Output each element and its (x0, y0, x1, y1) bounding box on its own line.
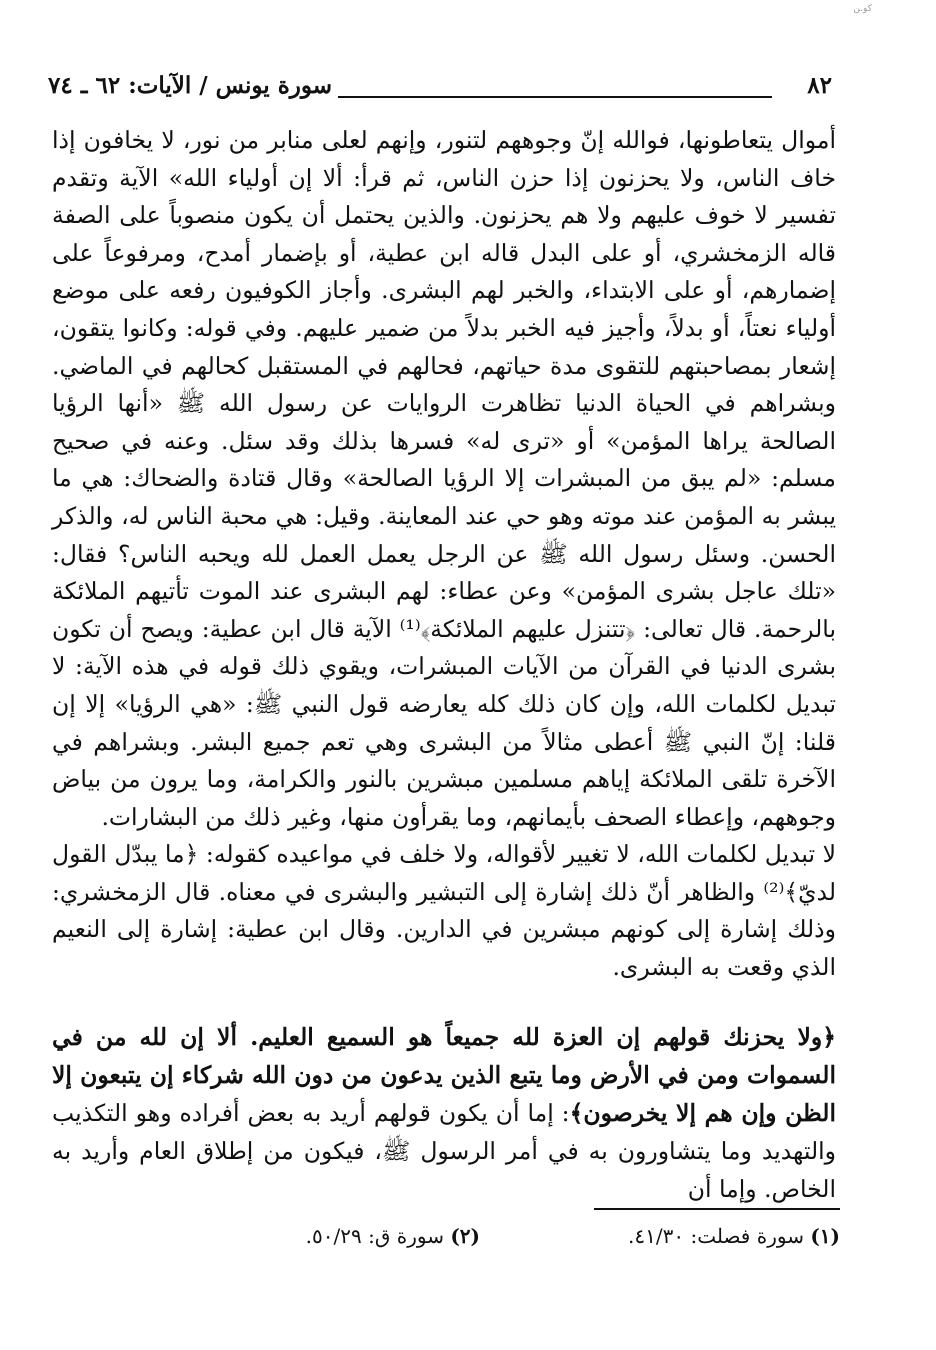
verse-block (52, 1018, 836, 1208)
footnote-number: (١) (810, 1224, 840, 1248)
scan-mark: ﻛﻮ.ﻦ (853, 4, 872, 14)
commentary-body (52, 122, 836, 987)
quran-verse: ﴿ولا يحزنك قولهم إن العزة لله جميعاً هو السميع العليم. ألا إن لله من في السموات ومن في الأرض وما يتبع الذين يدعون من دون الله شركاء إن يتبعون إلا الظن وإن هم إلا يخرصون﴾ (52, 1023, 836, 1127)
footnote-text: سورة ق: ٥٠/٢٩. (305, 1224, 444, 1248)
footnote-text: سورة فصلت: ٤١/٣٠. (628, 1224, 804, 1248)
commentary-paragraph-1: أموال يتعاطونها، فوالله إنّ وجوههم لتنور، وإنهم لعلى منابر من نور، لا يخافون إذا خاف الناس، ولا يحزنون إذا حزن الناس، ثم قرأ: ألا إن أولياء الله» الآية وتقدم تفسير لا خوف عليهم ولا هم يحزنون. والذين يحتمل أن يكون منصوباً على الصفة قاله الزمخشري، أو على البدل قاله ابن عطية، أو بإضمار أمدح، ومرفوعاً على إضمارهم، أو على الابتداء، والخبر لهم البشرى. وأجاز الكوفيون رفعه على موضع أولياء نعتاً، أو بدلاً، وأجيز فيه الخبر بدلاً من ضمير عليهم. وفي قوله: وكانوا يتقون، إشعار بمصاحبتهم للتقوى مدة حياتهم، فحالهم في المستقبل كحالهم في الماضي. وبشراهم في الحياة الدنيا تظاهرت الروايات عن رسول الله ﷺ «أنها الرؤيا الصالحة يراها المؤمن» أو «ترى له» فسرها بذلك وقد سئل. وعنه في صحيح مسلم: «لم يبق من المبشرات إلا الرؤيا الصالحة» وقال قتادة والضحاك: هي ما يبشر به المؤمن عند موته وهو حي عند المعاينة. وقيل: هي محبة الناس له، والذكر الحسن. وسئل رسول الله ﷺ عن الرجل يعمل العمل لله ويحبه الناس؟ فقال: «تلك عاجل بشرى المؤمن» وعن عطاء: لهم البشرى عند الموت تأتيهم الملائكة بالرحمة. قال تعالى: ﴿تتنزل عليهم الملائكة﴾⁽¹⁾ الآية قال ابن عطية: ويصح أن تكون بشرى الدنيا في القرآن من الآيات المبشرات، ويقوي ذلك قوله في هذه الآية: لا تبديل لكلمات الله، وإن كان ذلك كله يعارضه قول النبي ﷺ: «هي الرؤيا» إلا إن قلنا: إنّ النبي ﷺ أعطى مثالاً من البشرى وهي تعم جميع البشر. وبشراهم في الآخرة تلقى الملائكة إياهم مسلمين مبشرين بالنور والكرامة، وما يرون من بياض وجوههم، وإعطاء الصحف بأيمانهم، وما يقرأون منها، وغير ذلك من البشارات. (52, 126, 836, 831)
footnote-number: (٢) (450, 1224, 480, 1248)
footnote-rule (594, 1208, 840, 1210)
footnote-2 (306, 1224, 480, 1248)
surah-title: سورة يونس / الآيات: ٦٢ ـ ٧٤ (48, 72, 338, 99)
footnotes (160, 1224, 840, 1260)
running-header (48, 72, 832, 112)
commentary-paragraph-2: لا تبديل لكلمات الله، لا تغيير لأقواله، ولا خلف في مواعيده كقوله: ﴿ما يبدّل القول لديّ﴾⁽²⁾ والظاهر أنّ ذلك إشارة إلى التبشير والبشرى في معناه. قال الزمخشري: وذلك إشارة إلى كونهم مبشرين في الدارين. وقال ابن عطية: إشارة إلى النعيم الذي وقعت به البشرى. (52, 840, 836, 982)
footnote-1 (628, 1224, 840, 1248)
page-number: ٨٢ (801, 72, 832, 99)
verse-paragraph (52, 1018, 836, 1208)
verse-commentary: : إما أن يكون قولهم أريد به بعض أفراده وهو التكذيب والتهديد وما يتشاورون به في أمر الرسول ﷺ، فيكون من إطلاق العام وأريد به الخاص. وإما أن (52, 1099, 836, 1203)
